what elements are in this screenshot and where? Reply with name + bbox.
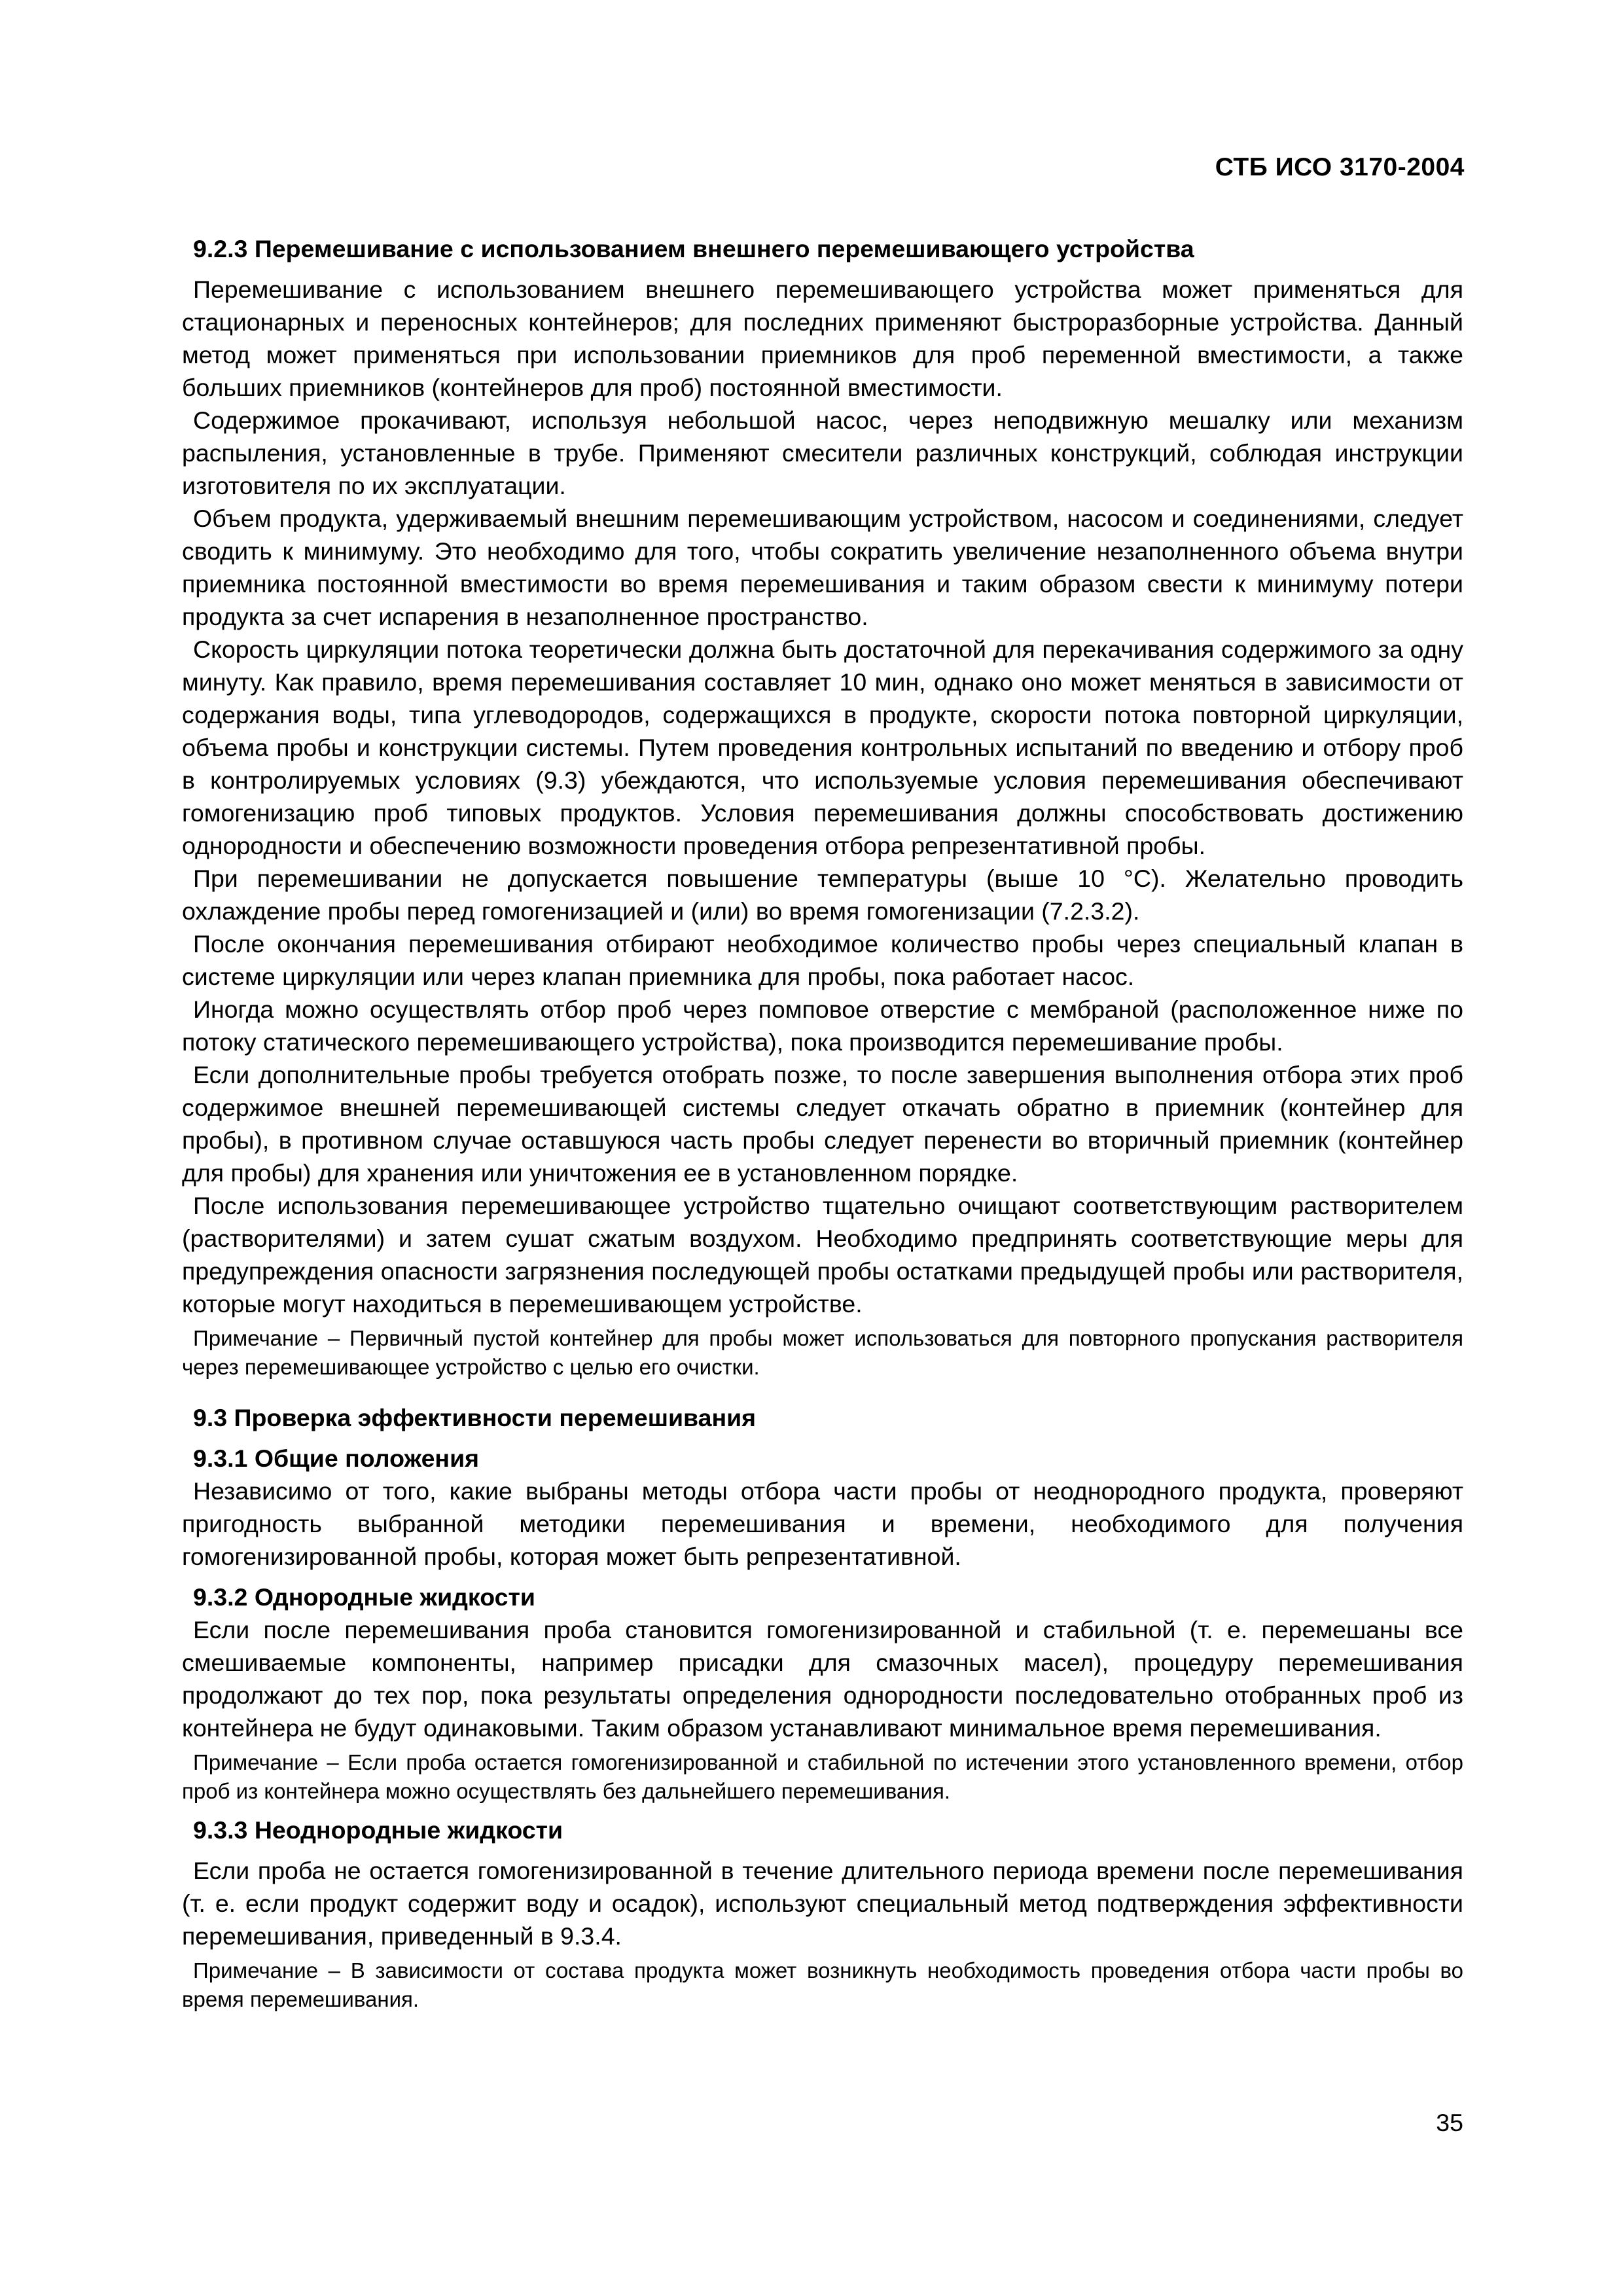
note: Примечание – В зависимости от состава продукта может возникнуть необходимость проведения отбора части пробы во время перемешивания. <box>182 1958 1463 2011</box>
page-number: 35 <box>1436 2109 1463 2136</box>
heading-9-2-3: 9.2.3 Перемешивание с использованием внешнего перемешивающего устройства <box>193 235 1194 262</box>
paragraph: Если дополнительные пробы требуется отобрать позже, то после завершения выполнения отбора этих проб содержимое внешней перемешивающей системы следует откачать обратно в приемник (контейнер для пробы), в противном случае оставшуюся часть пробы следует перенести во вторичный приемник (контейнер для пробы) для хранения или уничтожения ее в установленном порядке. <box>182 1061 1463 1187</box>
note: Примечание – Если проба остается гомогенизированной и стабильной по истечении этого установленного времени, отбор проб из контейнера можно осуществлять без дальнейшего перемешивания. <box>182 1750 1463 1803</box>
doc-code: СТБ ИСО 3170-2004 <box>1215 153 1465 181</box>
paragraph: Если после перемешивания проба становится гомогенизированной и стабильной (т. е. перемешаны все смешиваемые компоненты, например присадки для смазочных масел), процедуру перемешивания продолжают до тех пор, пока результаты определения однородности последовательно отобранных проб из контейнера не будут одинаковыми. Таким образом устанавливают минимальное время перемешивания. <box>182 1616 1463 1742</box>
paragraph: Скорость циркуляции потока теоретически должна быть достаточной для перекачивания содержимого за одну минуту. Как правило, время перемешивания составляет 10 мин, однако оно может меняться в зависимости от содержания воды, типа углеводородов, содержащихся в продукте, скорости потока повторной циркуляции, объема пробы и конструкции системы. Путем проведения контрольных испытаний по введению и отбору проб в контролируемых условиях (9.3) убеждаются, что используемые условия перемешивания обеспечивают гомогенизацию проб типовых продуктов. Условия перемешивания должны способствовать достижению однородности и обеспечению возможности проведения отбора репрезентативной пробы. <box>182 636 1463 859</box>
paragraph: Иногда можно осуществлять отбор проб через помповое отверстие с мембраной (расположенное ниже по потоку статического перемешивающего устройства), пока производится перемешивание пробы. <box>182 996 1463 1056</box>
paragraph: Объем продукта, удерживаемый внешним перемешивающим устройством, насосом и соединениями, следует сводить к минимуму. Это необходимо для того, чтобы сократить увеличение незаполненного объема внутри приемника постоянной вместимости во время перемешивания и таким образом свести к минимуму потери продукта за счет испарения в незаполненное пространство. <box>182 505 1463 630</box>
paragraph: Независимо от того, какие выбраны методы отбора части пробы от неоднородного продукта, проверяют пригодность выбранной методики перемешивания и времени, необходимого для получения гомогенизированной пробы, которая может быть репрезентативной. <box>182 1477 1463 1570</box>
paragraph: Содержимое прокачивают, используя небольшой насос, через неподвижную мешалку или механизм распыления, установленные в трубе. Применяют смесители различных конструкций, соблюдая инструкции изготовителя по их эксплуатации. <box>182 406 1463 499</box>
heading-9-3-3: 9.3.3 Неоднородные жидкости <box>193 1816 563 1844</box>
heading-9-3: 9.3 Проверка эффективности перемешивания <box>193 1404 757 1431</box>
document-body <box>182 232 1463 2014</box>
paragraph: Перемешивание с использованием внешнего перемешивающего устройства может применяться для стационарных и переносных контейнеров; для последних применяют быстроразборные устройства. Данный метод может применяться при использовании приемников для проб переменной вместимости, а также больших приемников (контейнеров для проб) постоянной вместимости. <box>182 276 1463 401</box>
paragraph: Если проба не остается гомогенизированной в течение длительного периода времени после перемешивания (т. е. если продукт содержит воду и осадок), используют специальный метод подтверждения эффективности перемешивания, приведенный в 9.3.4. <box>182 1857 1463 1950</box>
heading-9-3-1: 9.3.1 Общие положения <box>193 1444 480 1472</box>
paragraph: При перемешивании не допускается повышение температуры (выше 10 °С). Желательно проводить охлаждение пробы перед гомогенизацией и (или) во время гомогенизации (7.2.3.2). <box>182 865 1463 925</box>
heading-9-3-2: 9.3.2 Однородные жидкости <box>193 1583 535 1611</box>
note: Примечание – Первичный пустой контейнер для пробы может использоваться для повторного пропускания растворителя через перемешивающее устройство с целью его очистки. <box>182 1326 1463 1379</box>
paragraph: После использования перемешивающее устройство тщательно очищают соответствующим растворителем (растворителями) и затем сушат сжатым воздухом. Необходимо предпринять соответствующие меры для предупреждения опасности загрязнения последующей пробы остатками предыдущей пробы или растворителя, которые могут находиться в перемешивающем устройстве. <box>182 1192 1463 1318</box>
paragraph: После окончания перемешивания отбирают необходимое количество пробы через специальный клапан в системе циркуляции или через клапан приемника для пробы, пока работает насос. <box>182 930 1463 990</box>
